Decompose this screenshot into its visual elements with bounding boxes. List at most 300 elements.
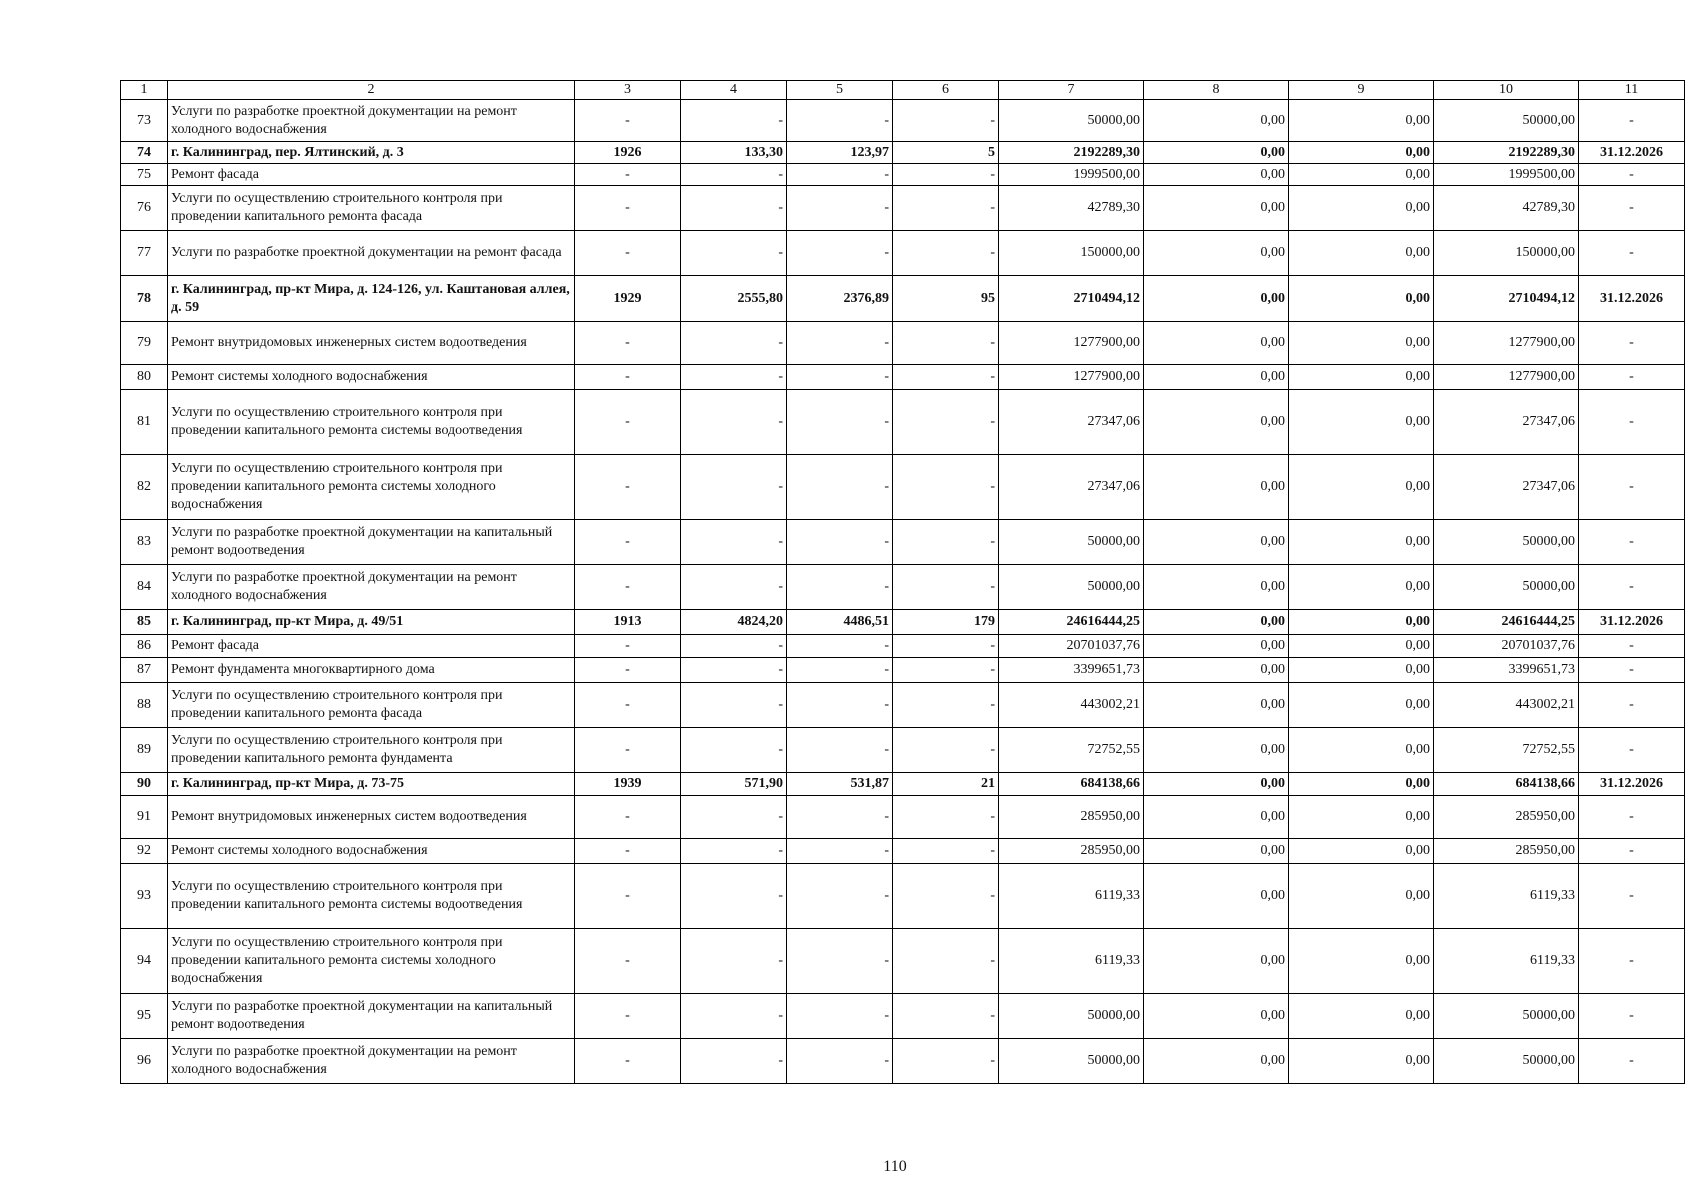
fund-federal-cell: 0,00 — [1144, 276, 1289, 322]
fund-regional-cell: 0,00 — [1289, 365, 1434, 390]
work-name-cell: Ремонт фасада — [168, 164, 575, 186]
year-built-cell: - — [575, 683, 681, 728]
total-cost-cell: 3399651,73 — [999, 658, 1144, 683]
residents-count-cell: 95 — [893, 276, 999, 322]
total-area-cell: - — [681, 455, 787, 520]
total-cost-cell: 27347,06 — [999, 455, 1144, 520]
total-cost-cell: 50000,00 — [999, 1039, 1144, 1084]
work-name-cell: Услуги по осуществлению строительного контроля при проведении капитального ремонта фасада — [168, 683, 575, 728]
col-header-2: 2 — [168, 81, 575, 100]
total-area-cell: 133,30 — [681, 142, 787, 164]
year-built-cell: 1929 — [575, 276, 681, 322]
fund-federal-cell: 0,00 — [1144, 994, 1289, 1039]
table-row — [121, 231, 1685, 276]
total-area-cell: - — [681, 520, 787, 565]
completion-date-cell: - — [1579, 322, 1685, 365]
total-cost-cell: 20701037,76 — [999, 635, 1144, 658]
table-row — [121, 276, 1685, 322]
row-number-cell: 79 — [121, 322, 168, 365]
residents-count-cell: - — [893, 796, 999, 839]
total-cost-cell: 285950,00 — [999, 796, 1144, 839]
completion-date-cell: - — [1579, 231, 1685, 276]
col-header-11: 11 — [1579, 81, 1685, 100]
col-header-4: 4 — [681, 81, 787, 100]
total-cost-cell: 150000,00 — [999, 231, 1144, 276]
table-row — [121, 164, 1685, 186]
row-number-cell: 92 — [121, 839, 168, 864]
fund-owners-cell: 50000,00 — [1434, 520, 1579, 565]
fund-federal-cell: 0,00 — [1144, 728, 1289, 773]
total-cost-cell: 50000,00 — [999, 565, 1144, 610]
fund-owners-cell: 285950,00 — [1434, 839, 1579, 864]
work-name-cell: Ремонт системы холодного водоснабжения — [168, 365, 575, 390]
total-cost-cell: 1999500,00 — [999, 164, 1144, 186]
col-header-3: 3 — [575, 81, 681, 100]
capital-repair-table — [120, 80, 1685, 1084]
work-name-cell: Услуги по разработке проектной документации на капитальный ремонт водоотведения — [168, 520, 575, 565]
fund-owners-cell: 6119,33 — [1434, 929, 1579, 994]
premises-area-cell: - — [787, 994, 893, 1039]
work-name-cell: Услуги по разработке проектной документации на ремонт холодного водоснабжения — [168, 100, 575, 142]
row-number-cell: 95 — [121, 994, 168, 1039]
row-number-cell: 96 — [121, 1039, 168, 1084]
fund-owners-cell: 27347,06 — [1434, 455, 1579, 520]
premises-area-cell: - — [787, 728, 893, 773]
fund-federal-cell: 0,00 — [1144, 1039, 1289, 1084]
fund-owners-cell: 2710494,12 — [1434, 276, 1579, 322]
year-built-cell: - — [575, 864, 681, 929]
fund-federal-cell: 0,00 — [1144, 365, 1289, 390]
row-number-cell: 78 — [121, 276, 168, 322]
fund-regional-cell: 0,00 — [1289, 864, 1434, 929]
completion-date-cell: 31.12.2026 — [1579, 773, 1685, 796]
row-number-cell: 91 — [121, 796, 168, 839]
completion-date-cell: - — [1579, 455, 1685, 520]
total-area-cell: - — [681, 565, 787, 610]
table-row — [121, 520, 1685, 565]
total-area-cell: - — [681, 365, 787, 390]
total-cost-cell: 2710494,12 — [999, 276, 1144, 322]
fund-owners-cell: 1277900,00 — [1434, 365, 1579, 390]
completion-date-cell: - — [1579, 658, 1685, 683]
table-row — [121, 142, 1685, 164]
residents-count-cell: - — [893, 100, 999, 142]
total-cost-cell: 443002,21 — [999, 683, 1144, 728]
table-row — [121, 455, 1685, 520]
total-cost-cell: 2192289,30 — [999, 142, 1144, 164]
completion-date-cell: - — [1579, 929, 1685, 994]
column-number-row — [121, 81, 1685, 100]
fund-regional-cell: 0,00 — [1289, 100, 1434, 142]
total-cost-cell: 6119,33 — [999, 929, 1144, 994]
year-built-cell: - — [575, 455, 681, 520]
table-row — [121, 390, 1685, 455]
completion-date-cell: - — [1579, 186, 1685, 231]
work-name-cell: Ремонт фундамента многоквартирного дома — [168, 658, 575, 683]
completion-date-cell: 31.12.2026 — [1579, 142, 1685, 164]
fund-regional-cell: 0,00 — [1289, 773, 1434, 796]
fund-owners-cell: 27347,06 — [1434, 390, 1579, 455]
col-header-1: 1 — [121, 81, 168, 100]
year-built-cell: 1939 — [575, 773, 681, 796]
premises-area-cell: - — [787, 455, 893, 520]
total-area-cell: - — [681, 322, 787, 365]
year-built-cell: - — [575, 994, 681, 1039]
fund-federal-cell: 0,00 — [1144, 520, 1289, 565]
col-header-5: 5 — [787, 81, 893, 100]
total-cost-cell: 50000,00 — [999, 100, 1144, 142]
completion-date-cell: - — [1579, 100, 1685, 142]
work-name-cell: г. Калининград, пер. Ялтинский, д. 3 — [168, 142, 575, 164]
residents-count-cell: - — [893, 1039, 999, 1084]
year-built-cell: - — [575, 164, 681, 186]
fund-owners-cell: 24616444,25 — [1434, 610, 1579, 635]
premises-area-cell: - — [787, 1039, 893, 1084]
total-area-cell: - — [681, 994, 787, 1039]
fund-owners-cell: 150000,00 — [1434, 231, 1579, 276]
residents-count-cell: - — [893, 683, 999, 728]
table-row — [121, 565, 1685, 610]
fund-owners-cell: 684138,66 — [1434, 773, 1579, 796]
premises-area-cell: - — [787, 929, 893, 994]
col-header-7: 7 — [999, 81, 1144, 100]
fund-federal-cell: 0,00 — [1144, 864, 1289, 929]
completion-date-cell: - — [1579, 565, 1685, 610]
fund-federal-cell: 0,00 — [1144, 322, 1289, 365]
year-built-cell: - — [575, 658, 681, 683]
fund-regional-cell: 0,00 — [1289, 164, 1434, 186]
residents-count-cell: - — [893, 322, 999, 365]
year-built-cell: - — [575, 728, 681, 773]
fund-owners-cell: 50000,00 — [1434, 565, 1579, 610]
table-row — [121, 796, 1685, 839]
total-cost-cell: 50000,00 — [999, 520, 1144, 565]
year-built-cell: - — [575, 520, 681, 565]
work-name-cell: Услуги по осуществлению строительного контроля при проведении капитального ремонта системы водоотведения — [168, 864, 575, 929]
fund-regional-cell: 0,00 — [1289, 520, 1434, 565]
residents-count-cell: - — [893, 565, 999, 610]
work-name-cell: Услуги по разработке проектной документации на ремонт холодного водоснабжения — [168, 1039, 575, 1084]
work-name-cell: Услуги по осуществлению строительного контроля при проведении капитального ремонта системы водоотведения — [168, 390, 575, 455]
work-name-cell: Ремонт внутридомовых инженерных систем водоотведения — [168, 796, 575, 839]
fund-owners-cell: 50000,00 — [1434, 994, 1579, 1039]
completion-date-cell: - — [1579, 683, 1685, 728]
col-header-9: 9 — [1289, 81, 1434, 100]
col-header-10: 10 — [1434, 81, 1579, 100]
fund-regional-cell: 0,00 — [1289, 658, 1434, 683]
table-row — [121, 658, 1685, 683]
residents-count-cell: - — [893, 365, 999, 390]
residents-count-cell: - — [893, 390, 999, 455]
fund-regional-cell: 0,00 — [1289, 390, 1434, 455]
year-built-cell: - — [575, 390, 681, 455]
table-row — [121, 635, 1685, 658]
fund-federal-cell: 0,00 — [1144, 164, 1289, 186]
year-built-cell: - — [575, 322, 681, 365]
total-area-cell: - — [681, 186, 787, 231]
row-number-cell: 88 — [121, 683, 168, 728]
fund-regional-cell: 0,00 — [1289, 565, 1434, 610]
completion-date-cell: - — [1579, 994, 1685, 1039]
table-row — [121, 100, 1685, 142]
fund-federal-cell: 0,00 — [1144, 390, 1289, 455]
fund-federal-cell: 0,00 — [1144, 100, 1289, 142]
page-number: 110 — [883, 1158, 907, 1175]
table-row — [121, 683, 1685, 728]
fund-federal-cell: 0,00 — [1144, 683, 1289, 728]
premises-area-cell: - — [787, 390, 893, 455]
total-cost-cell: 72752,55 — [999, 728, 1144, 773]
year-built-cell: - — [575, 796, 681, 839]
total-area-cell: - — [681, 658, 787, 683]
row-number-cell: 80 — [121, 365, 168, 390]
residents-count-cell: - — [893, 164, 999, 186]
fund-owners-cell: 3399651,73 — [1434, 658, 1579, 683]
fund-regional-cell: 0,00 — [1289, 610, 1434, 635]
premises-area-cell: - — [787, 839, 893, 864]
fund-regional-cell: 0,00 — [1289, 994, 1434, 1039]
year-built-cell: - — [575, 365, 681, 390]
table-row — [121, 994, 1685, 1039]
completion-date-cell: - — [1579, 839, 1685, 864]
premises-area-cell: - — [787, 864, 893, 929]
fund-federal-cell: 0,00 — [1144, 929, 1289, 994]
row-number-cell: 77 — [121, 231, 168, 276]
premises-area-cell: 531,87 — [787, 773, 893, 796]
total-area-cell: - — [681, 100, 787, 142]
completion-date-cell: - — [1579, 796, 1685, 839]
total-area-cell: - — [681, 683, 787, 728]
total-area-cell: - — [681, 864, 787, 929]
residents-count-cell: - — [893, 864, 999, 929]
total-area-cell: - — [681, 164, 787, 186]
row-number-cell: 85 — [121, 610, 168, 635]
row-number-cell: 83 — [121, 520, 168, 565]
fund-owners-cell: 72752,55 — [1434, 728, 1579, 773]
premises-area-cell: 2376,89 — [787, 276, 893, 322]
fund-federal-cell: 0,00 — [1144, 635, 1289, 658]
row-number-cell: 86 — [121, 635, 168, 658]
total-cost-cell: 6119,33 — [999, 864, 1144, 929]
fund-regional-cell: 0,00 — [1289, 276, 1434, 322]
premises-area-cell: 4486,51 — [787, 610, 893, 635]
col-header-8: 8 — [1144, 81, 1289, 100]
year-built-cell: 1926 — [575, 142, 681, 164]
table-row — [121, 728, 1685, 773]
total-cost-cell: 24616444,25 — [999, 610, 1144, 635]
total-area-cell: - — [681, 839, 787, 864]
total-area-cell: 2555,80 — [681, 276, 787, 322]
work-name-cell: Услуги по осуществлению строительного контроля при проведении капитального ремонта системы холодного водоснабжения — [168, 455, 575, 520]
premises-area-cell: - — [787, 186, 893, 231]
fund-regional-cell: 0,00 — [1289, 1039, 1434, 1084]
fund-federal-cell: 0,00 — [1144, 839, 1289, 864]
col-header-6: 6 — [893, 81, 999, 100]
completion-date-cell: - — [1579, 390, 1685, 455]
premises-area-cell: - — [787, 322, 893, 365]
premises-area-cell: - — [787, 658, 893, 683]
fund-regional-cell: 0,00 — [1289, 683, 1434, 728]
row-number-cell: 73 — [121, 100, 168, 142]
total-cost-cell: 42789,30 — [999, 186, 1144, 231]
fund-regional-cell: 0,00 — [1289, 929, 1434, 994]
fund-federal-cell: 0,00 — [1144, 610, 1289, 635]
year-built-cell: - — [575, 231, 681, 276]
premises-area-cell: - — [787, 520, 893, 565]
fund-owners-cell: 42789,30 — [1434, 186, 1579, 231]
total-area-cell: - — [681, 728, 787, 773]
fund-federal-cell: 0,00 — [1144, 231, 1289, 276]
total-cost-cell: 285950,00 — [999, 839, 1144, 864]
residents-count-cell: - — [893, 455, 999, 520]
premises-area-cell: - — [787, 635, 893, 658]
premises-area-cell: - — [787, 565, 893, 610]
fund-owners-cell: 443002,21 — [1434, 683, 1579, 728]
residents-count-cell: - — [893, 728, 999, 773]
completion-date-cell: - — [1579, 164, 1685, 186]
completion-date-cell: - — [1579, 520, 1685, 565]
fund-federal-cell: 0,00 — [1144, 565, 1289, 610]
completion-date-cell: 31.12.2026 — [1579, 610, 1685, 635]
work-name-cell: Ремонт фасада — [168, 635, 575, 658]
premises-area-cell: - — [787, 365, 893, 390]
fund-regional-cell: 0,00 — [1289, 186, 1434, 231]
fund-federal-cell: 0,00 — [1144, 186, 1289, 231]
table-row — [121, 929, 1685, 994]
total-cost-cell: 1277900,00 — [999, 322, 1144, 365]
residents-count-cell: - — [893, 520, 999, 565]
total-area-cell: 4824,20 — [681, 610, 787, 635]
fund-federal-cell: 0,00 — [1144, 658, 1289, 683]
completion-date-cell: - — [1579, 864, 1685, 929]
fund-federal-cell: 0,00 — [1144, 773, 1289, 796]
total-area-cell: 571,90 — [681, 773, 787, 796]
row-number-cell: 94 — [121, 929, 168, 994]
year-built-cell: - — [575, 565, 681, 610]
fund-federal-cell: 0,00 — [1144, 455, 1289, 520]
year-built-cell: - — [575, 100, 681, 142]
total-area-cell: - — [681, 1039, 787, 1084]
premises-area-cell: - — [787, 683, 893, 728]
residents-count-cell: - — [893, 231, 999, 276]
row-number-cell: 82 — [121, 455, 168, 520]
work-name-cell: г. Калининград, пр-кт Мира, д. 73-75 — [168, 773, 575, 796]
premises-area-cell: - — [787, 164, 893, 186]
completion-date-cell: - — [1579, 1039, 1685, 1084]
fund-federal-cell: 0,00 — [1144, 796, 1289, 839]
residents-count-cell: 21 — [893, 773, 999, 796]
residents-count-cell: - — [893, 994, 999, 1039]
row-number-cell: 74 — [121, 142, 168, 164]
fund-owners-cell: 6119,33 — [1434, 864, 1579, 929]
premises-area-cell: - — [787, 100, 893, 142]
table-row — [121, 864, 1685, 929]
table-row — [121, 322, 1685, 365]
total-cost-cell: 27347,06 — [999, 390, 1144, 455]
row-number-cell: 76 — [121, 186, 168, 231]
total-cost-cell: 684138,66 — [999, 773, 1144, 796]
table-row — [121, 839, 1685, 864]
year-built-cell: 1913 — [575, 610, 681, 635]
fund-owners-cell: 50000,00 — [1434, 1039, 1579, 1084]
table-row — [121, 773, 1685, 796]
work-name-cell: Ремонт внутридомовых инженерных систем водоотведения — [168, 322, 575, 365]
row-number-cell: 87 — [121, 658, 168, 683]
year-built-cell: - — [575, 1039, 681, 1084]
work-name-cell: Услуги по разработке проектной документации на ремонт холодного водоснабжения — [168, 565, 575, 610]
premises-area-cell: 123,97 — [787, 142, 893, 164]
row-number-cell: 93 — [121, 864, 168, 929]
row-number-cell: 75 — [121, 164, 168, 186]
table-row — [121, 186, 1685, 231]
total-area-cell: - — [681, 231, 787, 276]
fund-regional-cell: 0,00 — [1289, 142, 1434, 164]
year-built-cell: - — [575, 635, 681, 658]
fund-owners-cell: 285950,00 — [1434, 796, 1579, 839]
fund-regional-cell: 0,00 — [1289, 635, 1434, 658]
premises-area-cell: - — [787, 796, 893, 839]
table-row — [121, 610, 1685, 635]
total-area-cell: - — [681, 390, 787, 455]
work-name-cell: Услуги по осуществлению строительного контроля при проведении капитального ремонта фундамента — [168, 728, 575, 773]
work-name-cell: Услуги по разработке проектной документации на ремонт фасада — [168, 231, 575, 276]
row-number-cell: 89 — [121, 728, 168, 773]
work-name-cell: Услуги по разработке проектной документации на капитальный ремонт водоотведения — [168, 994, 575, 1039]
work-name-cell: Ремонт системы холодного водоснабжения — [168, 839, 575, 864]
residents-count-cell: - — [893, 839, 999, 864]
fund-regional-cell: 0,00 — [1289, 728, 1434, 773]
year-built-cell: - — [575, 839, 681, 864]
total-area-cell: - — [681, 635, 787, 658]
fund-owners-cell: 50000,00 — [1434, 100, 1579, 142]
residents-count-cell: 5 — [893, 142, 999, 164]
work-name-cell: г. Калининград, пр-кт Мира, д. 124-126, ул. Каштановая аллея, д. 59 — [168, 276, 575, 322]
completion-date-cell: - — [1579, 365, 1685, 390]
total-cost-cell: 1277900,00 — [999, 365, 1144, 390]
fund-regional-cell: 0,00 — [1289, 839, 1434, 864]
completion-date-cell: - — [1579, 635, 1685, 658]
row-number-cell: 81 — [121, 390, 168, 455]
fund-regional-cell: 0,00 — [1289, 322, 1434, 365]
total-cost-cell: 50000,00 — [999, 994, 1144, 1039]
residents-count-cell: - — [893, 186, 999, 231]
work-name-cell: Услуги по осуществлению строительного контроля при проведении капитального ремонта фасада — [168, 186, 575, 231]
fund-federal-cell: 0,00 — [1144, 142, 1289, 164]
fund-owners-cell: 1277900,00 — [1434, 322, 1579, 365]
residents-count-cell: - — [893, 658, 999, 683]
fund-regional-cell: 0,00 — [1289, 231, 1434, 276]
total-area-cell: - — [681, 929, 787, 994]
year-built-cell: - — [575, 186, 681, 231]
fund-owners-cell: 20701037,76 — [1434, 635, 1579, 658]
fund-owners-cell: 2192289,30 — [1434, 142, 1579, 164]
residents-count-cell: - — [893, 635, 999, 658]
year-built-cell: - — [575, 929, 681, 994]
completion-date-cell: 31.12.2026 — [1579, 276, 1685, 322]
fund-owners-cell: 1999500,00 — [1434, 164, 1579, 186]
work-name-cell: Услуги по осуществлению строительного контроля при проведении капитального ремонта системы холодного водоснабжения — [168, 929, 575, 994]
table-row — [121, 1039, 1685, 1084]
residents-count-cell: - — [893, 929, 999, 994]
table-body — [121, 100, 1685, 1084]
fund-regional-cell: 0,00 — [1289, 796, 1434, 839]
row-number-cell: 84 — [121, 565, 168, 610]
completion-date-cell: - — [1579, 728, 1685, 773]
row-number-cell: 90 — [121, 773, 168, 796]
premises-area-cell: - — [787, 231, 893, 276]
work-name-cell: г. Калининград, пр-кт Мира, д. 49/51 — [168, 610, 575, 635]
fund-regional-cell: 0,00 — [1289, 455, 1434, 520]
